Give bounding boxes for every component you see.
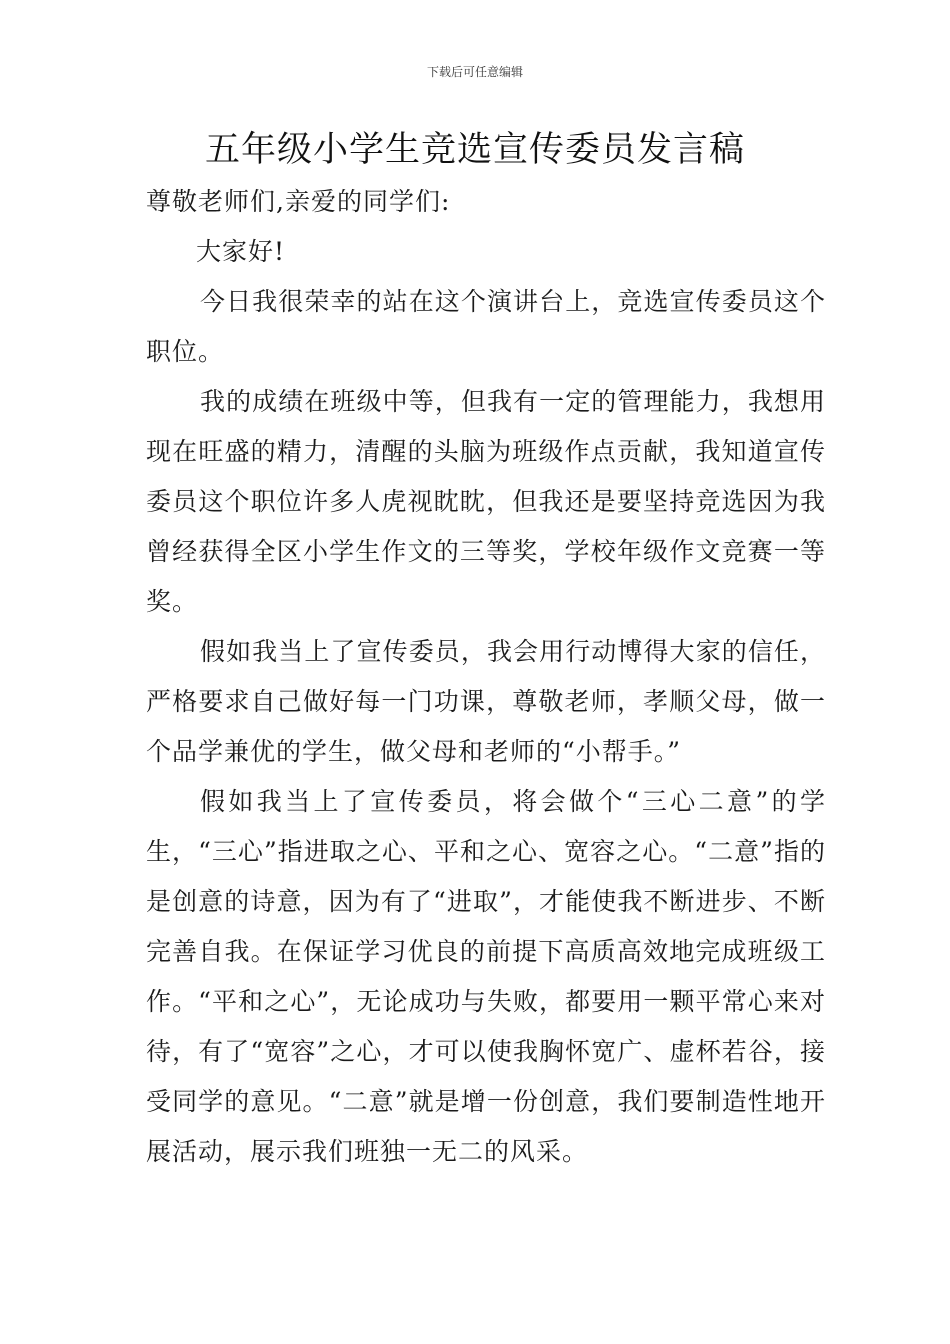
paragraph: 今日我很荣幸的站在这个演讲台上，竞选宣传委员这个职位。 [146, 287, 826, 366]
paragraph: 假如我当上了宣传委员，我会用行动博得大家的信任，严格要求自己做好每一门功课，尊敬老师，孝顺父母，做一个品学兼优的学生，做父母和老师的“小帮手。” [146, 637, 826, 766]
greeting: 大家好! [196, 237, 286, 266]
salutation: 尊敬老师们,亲爱的同学们: [146, 187, 451, 216]
page-title: 五年级小学生竞选宣传委员发言稿 [204, 130, 745, 170]
paragraph: 假如我当上了宣传委员，将会做个“三心二意”的学生，“三心”指进取之心、平和之心、宽容之心。“二意”指的是创意的诗意，因为有了“进取”，才能使我不断进步、不断完善自我。在保证学习优良的前提下高质高效地完成班级工作。“平和之心”，无论成功与失败，都要用一颗平常心来对待，有了“宽容”之心，才可以使我胸怀宽广、虚杯若谷，接受同学的意见。“二意”就是增一份创意，我们要制造性地开展活动，展示我们班独一无二的风采。 [146, 787, 826, 1166]
header-note: 下载后可任意编辑 [426, 65, 523, 79]
document-body [146, 177, 826, 1177]
paragraph: 我的成绩在班级中等，但我有一定的管理能力，我想用现在旺盛的精力，清醒的头脑为班级作点贡献，我知道宣传委员这个职位许多人虎视眈眈，但我还是要坚持竞选因为我曾经获得全区小学生作文的三等奖，学校年级作文竞赛一等奖。 [146, 387, 826, 616]
